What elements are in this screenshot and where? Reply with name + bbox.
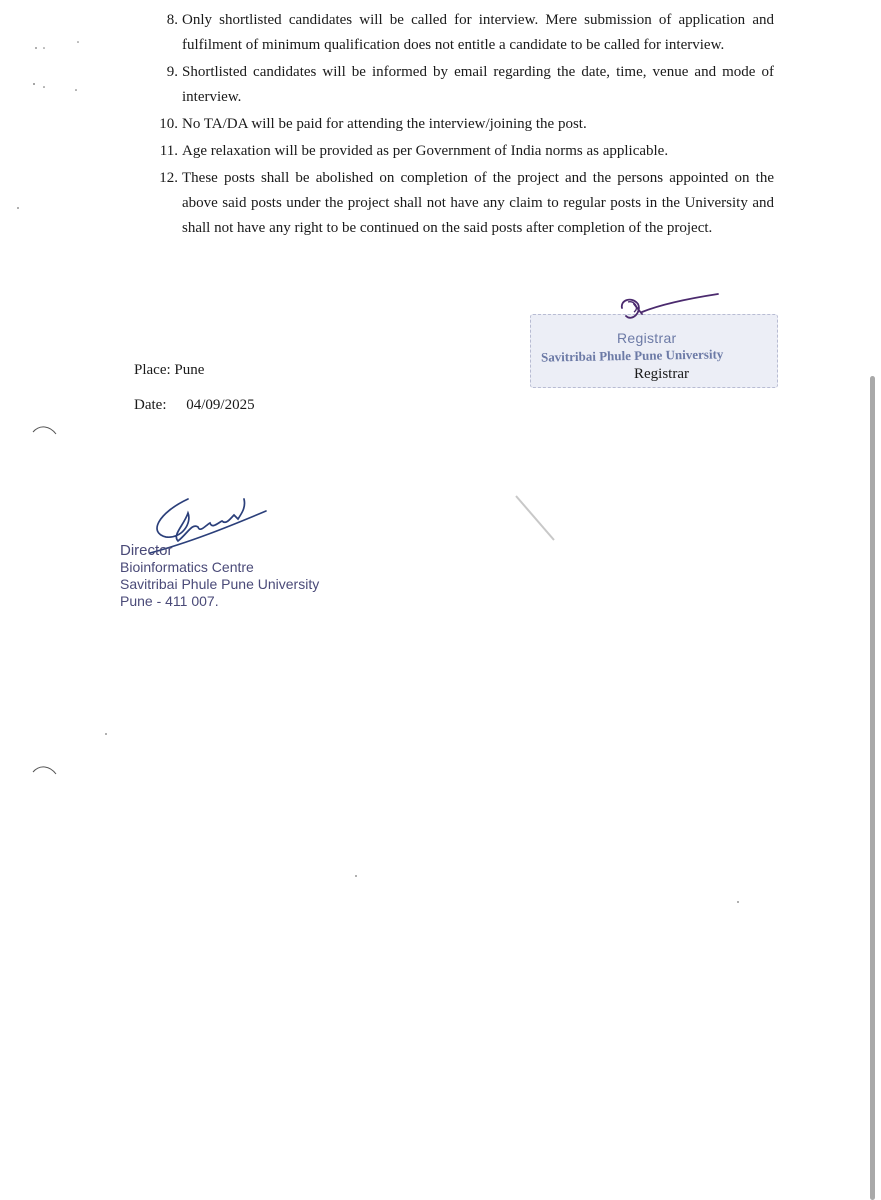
date-label: Date: <box>134 397 167 413</box>
director-title: Director <box>120 542 173 559</box>
place-line <box>134 362 204 379</box>
list-item <box>150 139 774 164</box>
director-department: Bioinformatics Centre <box>120 559 254 575</box>
list-item <box>150 60 774 110</box>
item-number: 10. <box>159 116 178 132</box>
registrar-label: Registrar <box>634 366 689 382</box>
item-number: 9. <box>166 64 178 80</box>
list-item <box>150 112 774 137</box>
scan-streak-icon <box>512 492 562 546</box>
director-university: Savitribai Phule Pune University <box>120 576 320 592</box>
scan-mark-icon <box>30 420 60 440</box>
date-line <box>134 397 255 414</box>
conditions-list <box>150 8 774 243</box>
item-number: 8. <box>166 12 178 28</box>
item-text: These posts shall be abolished on completion of the project and the persons appointed on the above said posts under the project shall not have any claim to regular posts in the University and shall not have any right to be continued on the said posts after completion of the project. <box>182 170 774 236</box>
stamp-organization: Savitribai Phule Pune University <box>540 346 724 365</box>
stamp-title: Registrar <box>617 330 677 346</box>
item-text: Shortlisted candidates will be informed by email regarding the date, time, venue and mode of interview. <box>182 64 774 105</box>
list-item <box>150 8 774 58</box>
scan-specks-icon <box>14 200 22 216</box>
place-label: Place: <box>134 362 171 378</box>
scan-specks-icon <box>30 40 90 100</box>
item-number: 11. <box>159 143 178 159</box>
item-text: Only shortlisted candidates will be called for interview. Mere submission of application and fulfilment of minimum qualification does not entitle a candidate to be called for interview. <box>182 12 774 53</box>
list-item <box>150 166 774 241</box>
scan-mark-icon <box>30 760 60 780</box>
item-text: Age relaxation will be provided as per Government of India norms as applicable. <box>182 143 669 159</box>
scan-specks-icon <box>100 730 760 920</box>
scrollbar[interactable] <box>870 376 875 1200</box>
director-signature-block <box>120 542 319 610</box>
date-value: 04/09/2025 <box>186 397 255 413</box>
item-number: 12. <box>159 170 178 186</box>
director-address: Pune - 411 007. <box>120 593 219 609</box>
place-value: Pune <box>174 362 205 378</box>
item-text: No TA/DA will be paid for attending the interview/joining the post. <box>182 116 587 132</box>
